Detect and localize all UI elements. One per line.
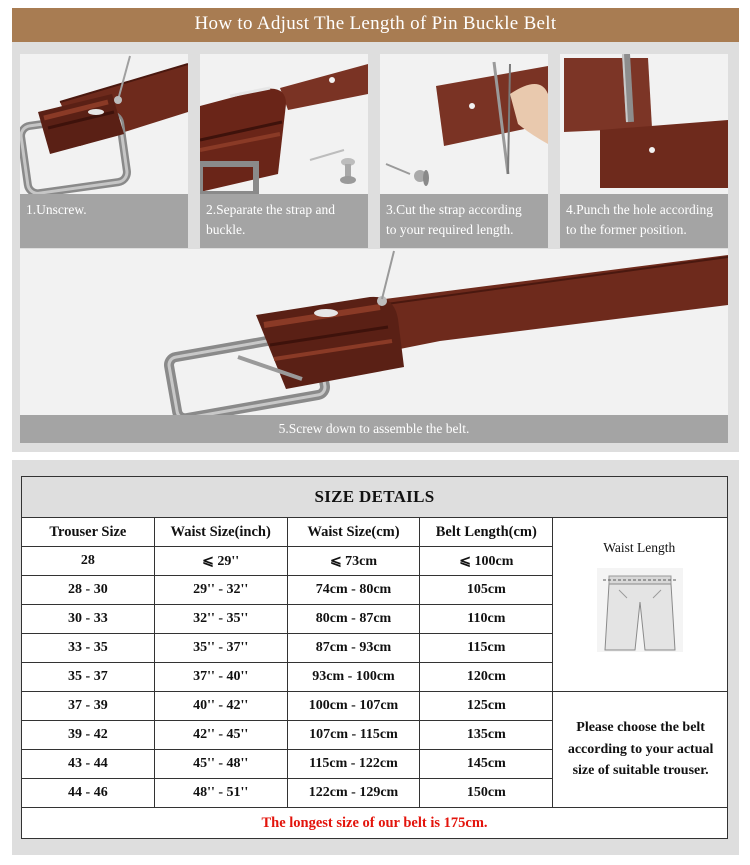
step-4-caption (560, 194, 728, 248)
column-header: Waist Size(inch) (154, 518, 287, 547)
trouser-size-cell: 44 - 46 (22, 779, 155, 808)
step-4-photo (560, 54, 728, 194)
waist-cm-cell: 74cm - 80cm (287, 576, 420, 605)
trouser-size-cell: 43 - 44 (22, 750, 155, 779)
belt-length-cell: 145cm (420, 750, 553, 779)
waist-inch-cell: 37'' - 40'' (154, 663, 287, 692)
trouser-size-cell: 28 (22, 547, 155, 576)
trouser-size-cell: 35 - 37 (22, 663, 155, 692)
size-table-title: SIZE DETAILS (22, 477, 728, 518)
trouser-size-cell: 39 - 42 (22, 721, 155, 750)
column-header: Waist Size(cm) (287, 518, 420, 547)
note-line: size of suitable trouser. (572, 763, 709, 779)
waist-inch-cell: 32'' - 35'' (154, 605, 287, 634)
step-2-caption (200, 194, 368, 248)
waist-cm-cell: 107cm - 115cm (287, 721, 420, 750)
adjustment-guide-panel (12, 8, 739, 452)
waist-length-cell (553, 518, 728, 692)
step-5-photo (20, 249, 728, 415)
trouser-size-cell: 30 - 33 (22, 605, 155, 634)
belt-length-cell: ⩽ 100cm (420, 547, 553, 576)
longest-size-note: The longest size of our belt is 175cm. (22, 808, 728, 839)
column-header: Trouser Size (22, 518, 155, 547)
trouser-size-cell: 28 - 30 (22, 576, 155, 605)
step-unscrew (20, 54, 188, 248)
waist-inch-cell: ⩽ 29'' (154, 547, 287, 576)
size-table (21, 476, 728, 839)
caption-line: 4.Punch the hole according (566, 202, 713, 217)
belt-length-cell: 105cm (420, 576, 553, 605)
waist-cm-cell: 115cm - 122cm (287, 750, 420, 779)
caption-line: 3.Cut the strap according (386, 202, 522, 217)
belt-length-cell: 115cm (420, 634, 553, 663)
trouser-diagram-icon (597, 568, 683, 652)
belt-length-cell: 135cm (420, 721, 553, 750)
step-1-caption (20, 194, 188, 248)
caption-line: 1.Unscrew. (26, 202, 87, 217)
waist-inch-cell: 35'' - 37'' (154, 634, 287, 663)
step-2-photo (200, 54, 368, 194)
belt-length-cell: 125cm (420, 692, 553, 721)
size-advice-note (553, 692, 728, 808)
waist-cm-cell: 80cm - 87cm (287, 605, 420, 634)
waist-cm-cell: ⩽ 73cm (287, 547, 420, 576)
trouser-size-cell: 37 - 39 (22, 692, 155, 721)
step-separate (200, 54, 368, 248)
guide-title: How to Adjust The Length of Pin Buckle Belt (12, 8, 739, 42)
waist-inch-cell: 45'' - 48'' (154, 750, 287, 779)
step-punch (560, 54, 728, 248)
caption-line: to the former position. (566, 222, 687, 237)
caption-line: 2.Separate the strap and (206, 202, 335, 217)
step-cut (380, 54, 548, 248)
step-3-caption (380, 194, 548, 248)
belt-length-cell: 120cm (420, 663, 553, 692)
step-3-photo (380, 54, 548, 194)
waist-inch-cell: 42'' - 45'' (154, 721, 287, 750)
belt-length-cell: 150cm (420, 779, 553, 808)
waist-cm-cell: 93cm - 100cm (287, 663, 420, 692)
waist-cm-cell: 122cm - 129cm (287, 779, 420, 808)
waist-cm-cell: 87cm - 93cm (287, 634, 420, 663)
waist-inch-cell: 40'' - 42'' (154, 692, 287, 721)
belt-length-cell: 110cm (420, 605, 553, 634)
trouser-size-cell: 33 - 35 (22, 634, 155, 663)
step-assemble (20, 249, 728, 443)
size-details-panel (12, 460, 739, 855)
note-line: Please choose the belt (576, 720, 705, 736)
caption-line: to your required length. (386, 222, 514, 237)
step-5-caption: 5.Screw down to assemble the belt. (20, 415, 728, 443)
caption-line: buckle. (206, 222, 246, 237)
note-line: according to your actual (567, 741, 714, 757)
waist-length-label: Waist Length (603, 540, 676, 555)
waist-cm-cell: 100cm - 107cm (287, 692, 420, 721)
size-row (22, 692, 728, 721)
waist-inch-cell: 29'' - 32'' (154, 576, 287, 605)
step-1-photo (20, 54, 188, 194)
waist-inch-cell: 48'' - 51'' (154, 779, 287, 808)
column-header: Belt Length(cm) (420, 518, 553, 547)
